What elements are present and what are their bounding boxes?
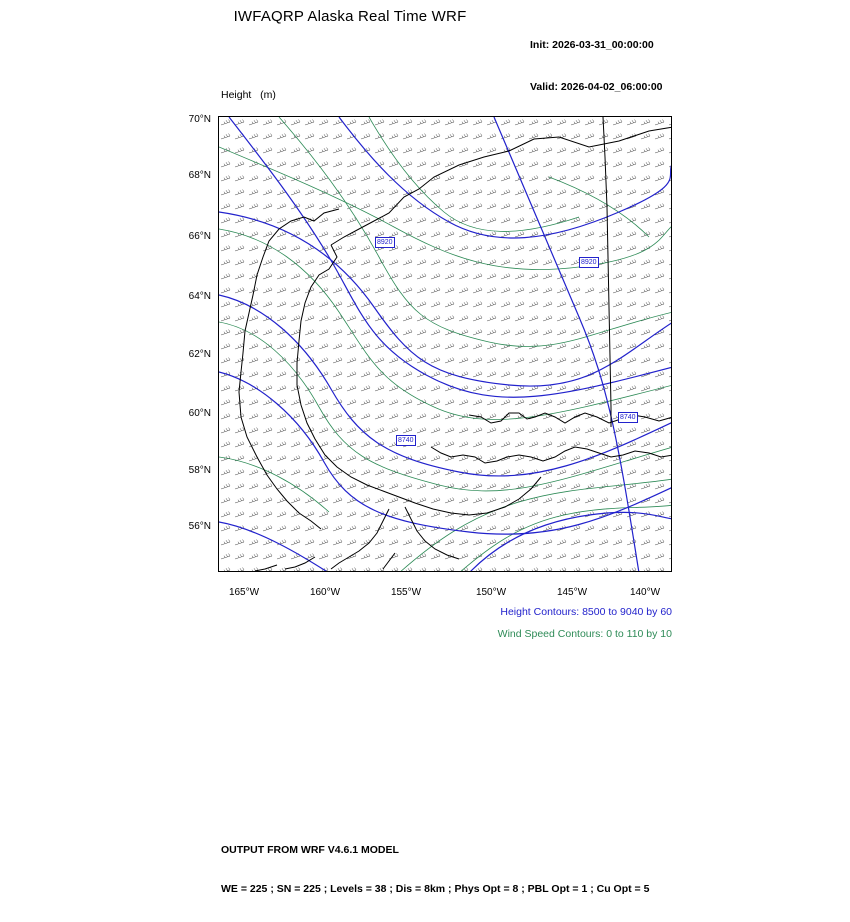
footer-line-2: WE = 225 ; SN = 225 ; Levels = 38 ; Dis = 8km ; Phys Opt = 8 ; PBL Opt = 1 ; Cu Opt = 5 xyxy=(221,883,650,895)
contour-label: 8920 xyxy=(581,259,597,266)
variable-height: Height (m) xyxy=(221,89,276,101)
y-tick-label: 70°N xyxy=(188,114,211,125)
run-timestamps xyxy=(530,10,663,122)
contour-label: 8740 xyxy=(398,437,414,444)
x-tick-label: 150°W xyxy=(475,587,507,598)
legend-wind-speed-contours: Wind Speed Contours: 0 to 110 by 10 xyxy=(497,628,672,640)
y-tick-label: 58°N xyxy=(188,465,211,476)
y-tick-label: 64°N xyxy=(188,291,211,302)
valid-time: Valid: 2026-04-02_06:00:00 xyxy=(530,81,663,93)
wind-barb-field xyxy=(219,117,672,572)
y-tick-label: 68°N xyxy=(188,170,211,181)
init-time: Init: 2026-03-31_00:00:00 xyxy=(530,39,654,51)
model-output-footer xyxy=(221,818,649,922)
footer-line-1: OUTPUT FROM WRF V4.6.1 MODEL xyxy=(221,844,399,856)
map-plot-area xyxy=(218,116,672,572)
x-tick-label: 145°W xyxy=(556,587,588,598)
x-tick-label: 160°W xyxy=(309,587,341,598)
legend-height-contours: Height Contours: 8500 to 9040 by 60 xyxy=(500,606,672,618)
page-title: IWFAQRP Alaska Real Time WRF xyxy=(233,8,467,25)
y-tick-label: 62°N xyxy=(188,349,211,360)
x-tick-label: 140°W xyxy=(629,587,661,598)
contour-label: 8740 xyxy=(620,414,636,421)
map-svg xyxy=(219,117,672,572)
y-tick-label: 60°N xyxy=(188,408,211,419)
contour-label: 8920 xyxy=(377,239,393,246)
y-tick-label: 66°N xyxy=(188,231,211,242)
y-tick-label: 56°N xyxy=(188,521,211,532)
x-tick-label: 155°W xyxy=(390,587,422,598)
x-tick-label: 165°W xyxy=(228,587,260,598)
